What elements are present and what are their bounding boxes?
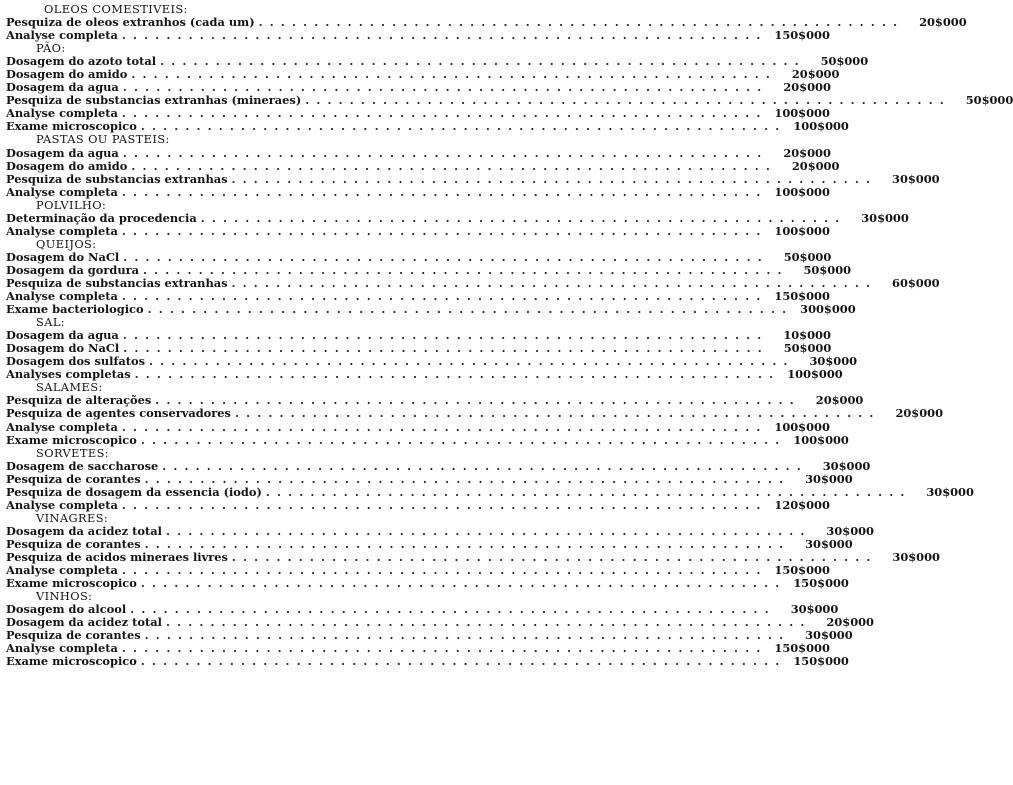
price-row <box>6 145 831 160</box>
service-label: Dosagem do NaCl <box>6 341 120 356</box>
dot-leader: . . . . . . . . . . . . . . . . . . . . . . . . . . . . . . . . . . . . . . . . . . . . . . . . . . . . . . . . . . <box>162 458 803 473</box>
service-label: Determinação da procedencia <box>6 210 197 225</box>
price-row <box>6 184 830 199</box>
dot-leader: . . . . . . . . . . . . . . . . . . . . . . . . . . . . . . . . . . . . . . . . . . . . . . . . . . . . . . . . . . <box>121 223 762 238</box>
price-row <box>6 484 974 499</box>
service-price: 30$000 <box>790 602 839 617</box>
dot-leader: . . . . . . . . . . . . . . . . . . . . . . . . . . . . . . . . . . . . . . . . . . . . . . . . . . . . . . . . . . <box>147 302 788 317</box>
service-price: 120$000 <box>774 497 830 512</box>
service-price: 30$000 <box>805 628 853 643</box>
service-price: 30$000 <box>926 484 974 499</box>
dot-leader: . . . . . . . . . . . . . . . . . . . . . . . . . . . . . . . . . . . . . . . . . . . . . . . . . . . . . . . . . . <box>144 628 785 643</box>
service-label: Pesquiza de oleos extranhos (cada um) <box>6 15 255 30</box>
service-label: Dosagem do amido <box>6 67 128 82</box>
service-label: Dosagem do NaCl <box>6 249 120 264</box>
service-label: Analyse completa <box>6 289 118 304</box>
price-row <box>6 419 830 434</box>
service-price: 150$000 <box>774 641 830 656</box>
service-price: 50$000 <box>820 54 869 69</box>
service-label: Pesquiza de substancias extranhas <box>6 275 228 290</box>
service-price: 50$000 <box>783 341 832 356</box>
price-row <box>6 249 832 264</box>
section-heading: PASTAS OU PASTEIS: <box>36 132 170 147</box>
price-row <box>6 210 909 225</box>
service-price: 10$000 <box>783 328 831 343</box>
service-label: Analyse completa <box>6 223 118 238</box>
price-row <box>6 171 940 186</box>
service-label: Exame microscopico <box>6 654 137 669</box>
service-label: Dosagem da gordura <box>6 262 140 277</box>
dot-leader: . . . . . . . . . . . . . . . . . . . . . . . . . . . . . . . . . . . . . . . . . . . . . . . . . . . . . . . . . . <box>122 80 763 95</box>
service-price: 20$000 <box>783 80 831 95</box>
price-row <box>6 497 830 512</box>
service-label: Analyse completa <box>6 184 118 199</box>
dot-leader: . . . . . . . . . . . . . . . . . . . . . . . . . . . . . . . . . . . . . . . . . . . . . . . . . . . . . . . . . . <box>121 563 762 578</box>
service-label: Dosagem do azoto total <box>6 54 157 69</box>
dot-leader: . . . . . . . . . . . . . . . . . . . . . . . . . . . . . . . . . . . . . . . . . . . . . . . . . . . . . . . . . . <box>131 158 772 173</box>
dot-leader: . . . . . . . . . . . . . . . . . . . . . . . . . . . . . . . . . . . . . . . . . . . . . . . . . . . . . . . . . . <box>160 54 801 69</box>
dot-leader: . . . . . . . . . . . . . . . . . . . . . . . . . . . . . . . . . . . . . . . . . . . . . . . . . . . . . . . . . . <box>140 654 781 669</box>
service-price: 100$000 <box>774 419 830 434</box>
service-price: 20$000 <box>919 15 967 30</box>
service-price: 30$000 <box>805 536 853 551</box>
section-heading: QUEIJOS: <box>36 236 97 251</box>
dot-leader: . . . . . . . . . . . . . . . . . . . . . . . . . . . . . . . . . . . . . . . . . . . . . . . . . . . . . . . . . . <box>200 210 841 225</box>
service-price: 30$000 <box>826 523 874 538</box>
service-price: 20$000 <box>791 158 840 173</box>
service-label: Exame microscopico <box>6 432 137 447</box>
price-row <box>6 471 853 486</box>
service-price: 100$000 <box>793 432 849 447</box>
dot-leader: . . . . . . . . . . . . . . . . . . . . . . . . . . . . . . . . . . . . . . . . . . . . . . . . . . . . . . . . . . <box>305 93 946 108</box>
service-label: Pesquiza de substancias extranhas (mineraes) <box>6 93 302 108</box>
dot-leader: . . . . . . . . . . . . . . . . . . . . . . . . . . . . . . . . . . . . . . . . . . . . . . . . . . . . . . . . . . <box>231 549 872 564</box>
service-label: Pesquiza de acidos mineraes livres <box>6 549 228 564</box>
service-price: 150$000 <box>774 289 830 304</box>
dot-leader: . . . . . . . . . . . . . . . . . . . . . . . . . . . . . . . . . . . . . . . . . . . . . . . . . . . . . . . . . . <box>140 119 781 134</box>
dot-leader: . . . . . . . . . . . . . . . . . . . . . . . . . . . . . . . . . . . . . . . . . . . . . . . . . . . . . . . . . . <box>121 289 762 304</box>
service-price: 30$000 <box>861 210 909 225</box>
section-heading: VINAGRES: <box>36 510 109 525</box>
service-price: 150$000 <box>774 563 830 578</box>
dot-leader: . . . . . . . . . . . . . . . . . . . . . . . . . . . . . . . . . . . . . . . . . . . . . . . . . . . . . . . . . . <box>165 523 806 538</box>
dot-leader: . . . . . . . . . . . . . . . . . . . . . . . . . . . . . . . . . . . . . . . . . . . . . . . . . . . . . . . . . . <box>265 484 906 499</box>
dot-leader: . . . . . . . . . . . . . . . . . . . . . . . . . . . . . . . . . . . . . . . . . . . . . . . . . . . . . . . . . . <box>121 106 762 121</box>
dot-leader: . . . . . . . . . . . . . . . . . . . . . . . . . . . . . . . . . . . . . . . . . . . . . . . . . . . . . . . . . . <box>231 275 872 290</box>
dot-leader: . . . . . . . . . . . . . . . . . . . . . . . . . . . . . . . . . . . . . . . . . . . . . . . . . . . . . . . . . . <box>144 536 785 551</box>
service-label: Analyse completa <box>6 419 118 434</box>
service-price: 20$000 <box>791 67 840 82</box>
service-price: 50$000 <box>965 93 1013 108</box>
service-price: 100$000 <box>774 106 830 121</box>
service-price: 50$000 <box>783 249 832 264</box>
dot-leader: . . . . . . . . . . . . . . . . . . . . . . . . . . . . . . . . . . . . . . . . . . . . . . . . . . . . . . . . . . <box>130 602 771 617</box>
service-price: 30$000 <box>892 171 940 186</box>
section-heading: SALAMES: <box>36 380 103 395</box>
dot-leader: . . . . . . . . . . . . . . . . . . . . . . . . . . . . . . . . . . . . . . . . . . . . . . . . . . . . . . . . . . <box>121 419 762 434</box>
service-price: 20$000 <box>815 393 864 408</box>
service-price: 30$000 <box>809 354 858 369</box>
service-label: Analyse completa <box>6 497 118 512</box>
service-price: 20$000 <box>826 615 874 630</box>
service-price: 150$000 <box>774 28 830 43</box>
service-price: 150$000 <box>793 576 849 591</box>
dot-leader: . . . . . . . . . . . . . . . . . . . . . . . . . . . . . . . . . . . . . . . . . . . . . . . . . . . . . . . . . . <box>258 15 899 30</box>
price-row <box>6 406 943 421</box>
price-row <box>6 223 830 238</box>
dot-leader: . . . . . . . . . . . . . . . . . . . . . . . . . . . . . . . . . . . . . . . . . . . . . . . . . . . . . . . . . . <box>140 432 781 447</box>
service-label: Exame microscopico <box>6 119 137 134</box>
service-label: Exame microscopico <box>6 576 137 591</box>
section-heading: SAL: <box>36 315 66 330</box>
dot-leader: . . . . . . . . . . . . . . . . . . . . . . . . . . . . . . . . . . . . . . . . . . . . . . . . . . . . . . . . . . <box>143 262 784 277</box>
service-price: 20$000 <box>783 145 831 160</box>
price-row <box>6 536 853 551</box>
dot-leader: . . . . . . . . . . . . . . . . . . . . . . . . . . . . . . . . . . . . . . . . . . . . . . . . . . . . . . . . . . <box>122 145 763 160</box>
service-price: 100$000 <box>787 367 843 382</box>
section-heading: OLEOS COMESTIVEIS: <box>44 2 188 16</box>
service-label: Dosagem da agua <box>6 145 119 160</box>
service-label: Dosagem do amido <box>6 158 128 173</box>
service-label: Dosagem da acidez total <box>6 523 162 538</box>
service-label: Dosagem dos sulfatos <box>6 354 146 369</box>
section-heading: SORVETES: <box>36 445 110 460</box>
price-row <box>6 458 871 473</box>
service-label: Pesquiza de alterações <box>6 393 152 408</box>
dot-leader: . . . . . . . . . . . . . . . . . . . . . . . . . . . . . . . . . . . . . . . . . . . . . . . . . . . . . . . . . . <box>121 28 762 43</box>
service-label: Analyse completa <box>6 106 118 121</box>
dot-leader: . . . . . . . . . . . . . . . . . . . . . . . . . . . . . . . . . . . . . . . . . . . . . . . . . . . . . . . . . . <box>121 497 762 512</box>
dot-leader: . . . . . . . . . . . . . . . . . . . . . . . . . . . . . . . . . . . . . . . . . . . . . . . . . . . . . . . . . . <box>140 576 781 591</box>
price-row <box>6 523 874 538</box>
price-row <box>6 432 849 447</box>
dot-leader: . . . . . . . . . . . . . . . . . . . . . . . . . . . . . . . . . . . . . . . . . . . . . . . . . . . . . . . . . . <box>122 328 763 343</box>
service-price: 300$000 <box>800 302 856 317</box>
service-label: Dosagem do alcool <box>6 602 127 617</box>
service-label: Dosagem da agua <box>6 80 119 95</box>
service-label: Pesquiza de corantes <box>6 471 141 486</box>
service-price: 30$000 <box>805 471 853 486</box>
service-label: Analyse completa <box>6 641 118 656</box>
dot-leader: . . . . . . . . . . . . . . . . . . . . . . . . . . . . . . . . . . . . . . . . . . . . . . . . . . . . . . . . . . <box>131 67 772 82</box>
service-price: 100$000 <box>774 223 830 238</box>
dot-leader: . . . . . . . . . . . . . . . . . . . . . . . . . . . . . . . . . . . . . . . . . . . . . . . . . . . . . . . . . . <box>155 393 796 408</box>
service-label: Analyse completa <box>6 563 118 578</box>
price-row <box>6 28 830 43</box>
service-price: 100$000 <box>793 119 849 134</box>
section-heading: VINHOS: <box>36 589 93 604</box>
service-label: Analyses completas <box>6 367 131 382</box>
service-label: Pesquiza de agentes conservadores <box>6 406 231 421</box>
dot-leader: . . . . . . . . . . . . . . . . . . . . . . . . . . . . . . . . . . . . . . . . . . . . . . . . . . . . . . . . . . <box>144 471 785 486</box>
service-price: 30$000 <box>822 458 871 473</box>
price-row <box>6 654 849 669</box>
service-label: Exame bacteriologico <box>6 302 144 317</box>
price-row <box>6 158 840 173</box>
service-price: 50$000 <box>803 262 852 277</box>
service-price: 20$000 <box>895 406 943 421</box>
service-label: Dosagem de saccharose <box>6 458 159 473</box>
service-price: 30$000 <box>892 549 940 564</box>
dot-leader: . . . . . . . . . . . . . . . . . . . . . . . . . . . . . . . . . . . . . . . . . . . . . . . . . . . . . . . . . . <box>231 171 872 186</box>
dot-leader: . . . . . . . . . . . . . . . . . . . . . . . . . . . . . . . . . . . . . . . . . . . . . . . . . . . . . . . . . . <box>165 615 806 630</box>
dot-leader: . . . . . . . . . . . . . . . . . . . . . . . . . . . . . . . . . . . . . . . . . . . . . . . . . . . . . . . . . . <box>134 367 775 382</box>
dot-leader: . . . . . . . . . . . . . . . . . . . . . . . . . . . . . . . . . . . . . . . . . . . . . . . . . . . . . . . . . . <box>123 249 764 264</box>
dot-leader: . . . . . . . . . . . . . . . . . . . . . . . . . . . . . . . . . . . . . . . . . . . . . . . . . . . . . . . . . . <box>234 406 875 421</box>
service-price: 60$000 <box>892 275 940 290</box>
service-price: 150$000 <box>793 654 849 669</box>
dot-leader: . . . . . . . . . . . . . . . . . . . . . . . . . . . . . . . . . . . . . . . . . . . . . . . . . . . . . . . . . . <box>149 354 790 369</box>
service-label: Dosagem da acidez total <box>6 615 162 630</box>
service-label: Pesquiza de corantes <box>6 628 141 643</box>
dot-leader: . . . . . . . . . . . . . . . . . . . . . . . . . . . . . . . . . . . . . . . . . . . . . . . . . . . . . . . . . . <box>121 184 762 199</box>
dot-leader: . . . . . . . . . . . . . . . . . . . . . . . . . . . . . . . . . . . . . . . . . . . . . . . . . . . . . . . . . . <box>123 341 764 356</box>
price-row <box>6 302 856 317</box>
section-heading: PÃO: <box>36 41 66 56</box>
service-label: Analyse completa <box>6 28 118 43</box>
price-list-document <box>6 2 1013 669</box>
service-label: Pesquiza de dosagem da essencia (iodo) <box>6 484 262 499</box>
section-heading: POLVILHO: <box>36 197 107 212</box>
service-label: Pesquiza de substancias extranhas <box>6 171 228 186</box>
service-price: 100$000 <box>774 184 830 199</box>
dot-leader: . . . . . . . . . . . . . . . . . . . . . . . . . . . . . . . . . . . . . . . . . . . . . . . . . . . . . . . . . . <box>121 641 762 656</box>
service-label: Pesquiza de corantes <box>6 536 141 551</box>
service-label: Dosagem da agua <box>6 328 119 343</box>
